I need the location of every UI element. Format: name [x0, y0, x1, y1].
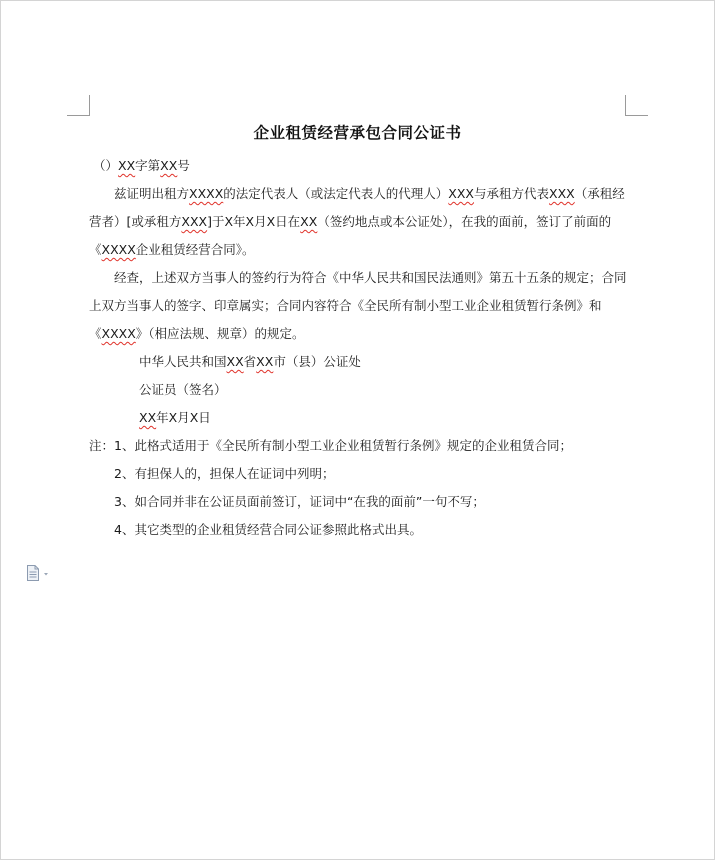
note-1: 注：1、此格式适用于《全民所有制小型工业企业租赁暂行条例》规定的企业租赁合同；	[89, 438, 572, 453]
paragraph-2-line-1: 经查，上述双方当事人的签约行为符合《中华人民共和国民法通则》第五十五条的规定；合同	[114, 270, 627, 285]
note-3: 3、如合同并非在公证员面前签订，证词中“在我的面前”一句不写；	[114, 494, 485, 509]
margin-corner-top-left	[67, 95, 90, 116]
date-line: XX年X月X日	[139, 410, 211, 425]
note-4: 4、其它类型的企业租赁经营合同公证参照此格式出具。	[114, 522, 422, 537]
paragraph-1-line-1: 兹证明出租方XXXX的法定代表人（或法定代表人的代理人）XXX与承租方代表XXX（承租经	[114, 186, 625, 201]
margin-corner-top-right	[625, 95, 648, 116]
paragraph-2-line-2: 上双方当事人的签字、印章属实；合同内容符合《全民所有制小型工业企业租赁暂行条例》和	[89, 298, 602, 313]
document-title: 企业租赁经营承包合同公证书	[253, 123, 462, 142]
chevron-down-icon[interactable]	[44, 573, 48, 576]
note-2: 2、有担保人的，担保人在证词中列明；	[114, 466, 335, 481]
notary-office-line: 中华人民共和国XX省XX市（县）公证处	[139, 354, 361, 369]
paragraph-2-line-3: 《XXXX》（相应法规、规章）的规定。	[89, 326, 305, 341]
paragraph-1-line-3: 《XXXX企业租赁经营合同》。	[89, 242, 255, 257]
reference-number-line: （）XX字第XX号	[93, 158, 190, 173]
notary-signature-line: 公证员（签名）	[139, 382, 227, 397]
document-icon[interactable]	[26, 564, 52, 582]
paragraph-1-line-2: 营者）[或承租方XXX]于X年X月X日在XX（签约地点或本公证处），在我的面前，签订了前面的	[89, 214, 612, 229]
